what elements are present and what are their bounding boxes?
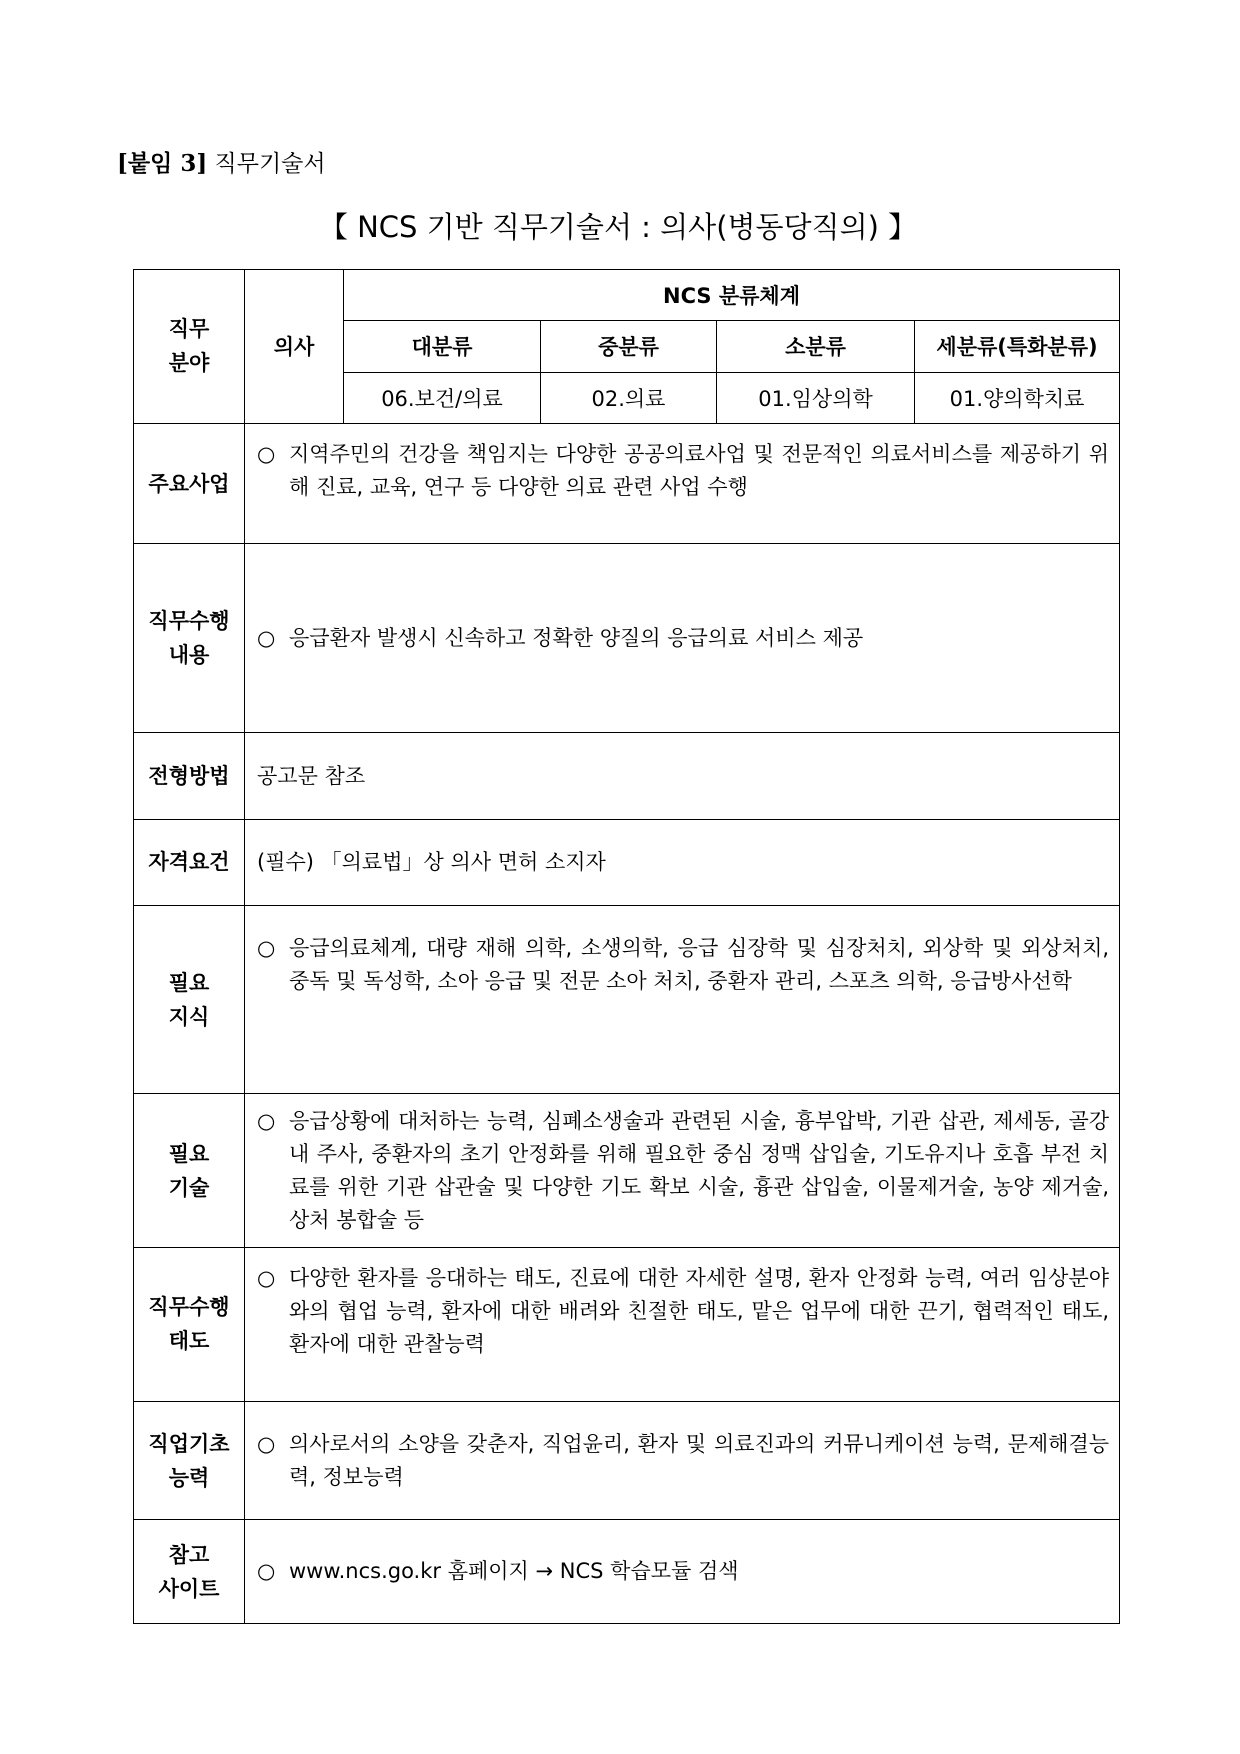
skills-label: 필요 기술 xyxy=(134,1094,245,1248)
document-title: 【 NCS 기반 직무기술서 : 의사(병동당직의) 】 xyxy=(318,210,918,244)
value-middle: 02.의료 xyxy=(541,372,717,423)
value-detail: 01.양의학치료 xyxy=(915,372,1120,423)
reference-label: 참고 사이트 xyxy=(134,1520,245,1624)
row-duty-content xyxy=(134,544,1120,733)
qualification-label: 자격요건 xyxy=(134,819,245,905)
attitude-label: 직무수행 태도 xyxy=(134,1247,245,1401)
main-business-label: 주요사업 xyxy=(134,423,245,544)
attachment-title: 직무기술서 xyxy=(214,151,326,177)
job-field-value: 의사 xyxy=(245,270,344,424)
bullet-mark: ○ xyxy=(257,936,276,961)
bullet-mark: ○ xyxy=(257,441,276,466)
row-skills xyxy=(134,1094,1120,1248)
qualification-text: (필수) 「의료법」상 의사 면허 소지자 xyxy=(257,849,606,874)
job-field-label: 직무 분야 xyxy=(134,270,245,424)
basic-ability-text: ○ 의사로서의 소양을 갖춘자, 직업윤리, 환자 및 의료진과의 커뮤니케이션 능력, 문제해결능력, 정보능력 xyxy=(257,1428,1109,1494)
value-minor: 01.임상의학 xyxy=(717,372,915,423)
row-selection xyxy=(134,733,1120,819)
row-reference xyxy=(134,1520,1120,1624)
bullet-mark: ○ xyxy=(257,625,276,650)
duty-content-text: ○ 응급환자 발생시 신속하고 정확한 양질의 응급의료 서비스 제공 xyxy=(257,622,1109,655)
attitude-text: ○ 다양한 환자를 응대하는 태도, 진료에 대한 자세한 설명, 환자 안정화 능력, 여러 임상분야와의 협업 능력, 환자에 대한 배려와 친절한 태도, 맡은 업무에 대한 끈기, 협력적인 태도, 환자에 대한 관찰능력 xyxy=(257,1262,1109,1361)
row-basic-ability xyxy=(134,1401,1120,1520)
main-business-text: ○ 지역주민의 건강을 책임지는 다양한 공공의료사업 및 전문적인 의료서비스를 제공하기 위해 진료, 교육, 연구 등 다양한 의료 관련 사업 수행 xyxy=(257,438,1109,504)
bullet-mark: ○ xyxy=(257,1431,276,1456)
reference-text: ○ www.ncs.go.kr 홈페이지 → NCS 학습모듈 검색 xyxy=(257,1555,1109,1588)
attachment-label: [붙임 3] xyxy=(117,150,208,177)
basic-ability-label: 직업기초 능력 xyxy=(134,1401,245,1520)
attachment-heading xyxy=(117,145,326,178)
bullet-mark: ○ xyxy=(257,1265,276,1290)
column-middle: 중분류 xyxy=(541,321,717,372)
knowledge-label: 필요 지식 xyxy=(134,906,245,1094)
selection-label: 전형방법 xyxy=(134,733,245,819)
knowledge-text: ○ 응급의료체계, 대량 재해 의학, 소생의학, 응급 심장학 및 심장처치, 외상학 및 외상처치, 중독 및 독성학, 소아 응급 및 전문 소아 처치, 중환자 관리, 스포츠 의학, 응급방사선학 xyxy=(257,932,1109,998)
job-description-table xyxy=(133,269,1120,1624)
bullet-mark: ○ xyxy=(257,1108,276,1133)
row-knowledge xyxy=(134,906,1120,1094)
bullet-mark: ○ xyxy=(257,1559,276,1584)
value-major: 06.보건/의료 xyxy=(344,372,541,423)
skills-text: ○ 응급상황에 대처하는 능력, 심폐소생술과 관련된 시술, 흉부압박, 기관 삽관, 제세동, 골강내 주사, 중환자의 초기 안정화를 위해 필요한 중심 정맥 삽입술, 기도유지나 호흡 부전 치료를 위한 기관 삽관술 및 다양한 기도 확보 시술, 흉관 삽입술, 이물제거술, 농양 제거술, 상처 봉합술 등 xyxy=(257,1105,1109,1237)
row-attitude xyxy=(134,1247,1120,1401)
ncs-header: NCS 분류체계 xyxy=(344,270,1120,321)
column-minor: 소분류 xyxy=(717,321,915,372)
column-detail: 세분류(특화분류) xyxy=(915,321,1120,372)
duty-content-label: 직무수행 내용 xyxy=(134,544,245,733)
row-main-business xyxy=(134,423,1120,544)
row-qualification xyxy=(134,819,1120,905)
column-major: 대분류 xyxy=(344,321,541,372)
selection-text: 공고문 참조 xyxy=(257,763,366,788)
